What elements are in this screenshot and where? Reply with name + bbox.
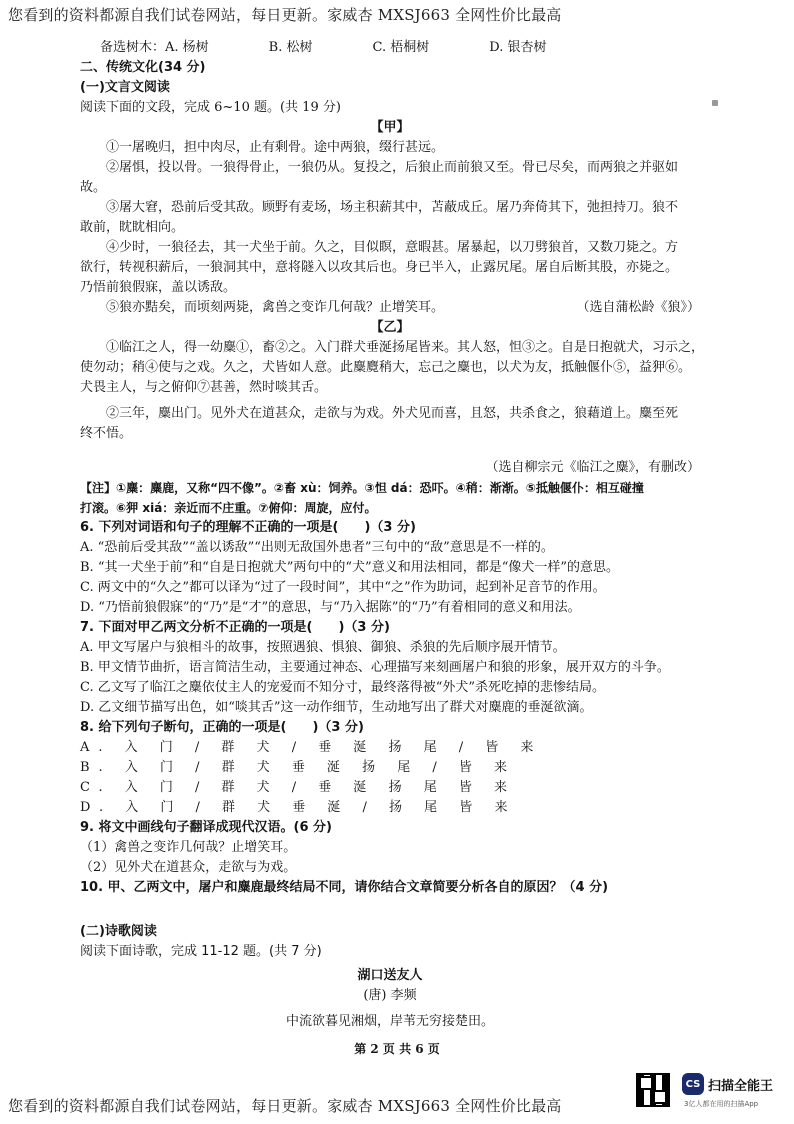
section-2-title: 二、传统文化(34 分) <box>80 60 206 75</box>
jia-paragraph-5 <box>80 298 700 318</box>
notes-line-1: 【注】①麋：麋鹿，又称“四不像”。②畜 xù：饲养。③怛 dá：恐吓。④稍：渐渐。⑤抵触偃仆：相互碰撞 <box>80 481 644 495</box>
question-7-option-b: B. 甲文情节曲折，语言简洁生动，主要通过神态、心理描写来刻画屠户和狼的形象，展开双方的斗争。 <box>80 660 670 675</box>
scan-speck <box>712 100 718 106</box>
notes-line-2: 打滚。⑥狎 xiá：亲近而不庄重。⑦俯仰：周旋，应付。 <box>80 501 377 515</box>
yi-source: （选自柳宗元《临江之麋》，有删改） <box>485 460 700 475</box>
part-2-instruction: 阅读下面诗歌，完成 11-12 题。(共 7 分) <box>80 944 322 959</box>
jia-paragraph-2-cont: 故。 <box>80 180 107 195</box>
question-6-option-d: D. “乃悟前狼假寐”的“乃”是“才”的意思，与“乃入据陈”的“乃”有着相同的意义和用法。 <box>80 600 581 615</box>
question-7-option-c: C. 乙文写了临江之麋依仗主人的宠爱而不知分寸，最终落得被“外犬”杀死吃掉的悲惨结局。 <box>80 680 606 695</box>
question-9-sentence-2: （2）见外犬在道甚众，走欲与为戏。 <box>80 860 297 875</box>
yi-paragraph-1: ①临江之人，得一幼麋①，畜②之。入门群犬垂涎扬尾皆来。其人怒，怛③之。自是日抱就犬，习示之， <box>106 340 705 355</box>
question-6-option-a: A. “恐前后受其敌”“盖以诱敌”“出则无敌国外患者”三句中的“敌”意思是不一样的。 <box>80 540 554 555</box>
tree-option-d: D. 银杏树 <box>489 40 547 55</box>
yi-paragraph-2: ②三年，麋出门。见外犬在道甚众，走欲与为戏。外犬见而喜，且怒，共杀食之，狼藉道上。麋至死 <box>106 406 679 421</box>
camscanner-name: 扫描全能王 <box>708 1079 774 1094</box>
question-7-option-d: D. 乙文细节描写出色，如“啖其舌”这一动作细节，生动地写出了群犬对麋鹿的垂涎欲滴。 <box>80 700 593 715</box>
part-2-title: (二)诗歌阅读 <box>80 924 157 939</box>
tree-option-a: A. 杨树 <box>165 40 209 55</box>
question-7-stem: 7. 下面对甲乙两文分析不正确的一项是( )（3 分) <box>80 620 390 635</box>
page-number: 第 2 页 共 6 页 <box>354 1042 440 1056</box>
jia-paragraph-1: ①一屠晚归，担中肉尽，止有剩骨。途中两狼，缀行甚远。 <box>106 140 445 155</box>
yi-paragraph-2-cont: 终不悟。 <box>80 426 133 441</box>
poem-author: (唐) 李频 <box>363 988 417 1003</box>
yi-paragraph-1-cont2: 犬畏主人，与之俯仰⑦甚善，然时啖其舌。 <box>80 380 328 395</box>
question-7-option-a: A. 甲文写屠户与狼相斗的故事，按照遇狼、惧狼、御狼、杀狼的先后顺序展开情节。 <box>80 640 566 655</box>
question-6-stem: 6. 下列对词语和句子的理解不正确的一项是( )（3 分) <box>80 520 416 535</box>
camscanner-logo: CS <box>682 1073 704 1095</box>
camscanner-tagline: 3亿人都在用的扫描App <box>684 1100 759 1108</box>
jia-paragraph-3-cont: 敢前，眈眈相向。 <box>80 220 185 235</box>
poem-line-1: 中流欲暮见湘烟，岸苇无穷接楚田。 <box>285 1014 494 1029</box>
passage-jia-label: 【甲】 <box>370 120 410 135</box>
qr-code-icon <box>636 1073 670 1107</box>
jia-paragraph-4-cont: 欲行，转视积薪后，一狼洞其中，意将隧入以攻其后也。身已半入，止露尻尾。屠自后断其股，亦毙之。 <box>80 260 679 275</box>
question-8-option-d: D. 入 门 / 群 犬 垂 涎 / 扬 尾 皆 来 <box>80 800 517 815</box>
part-1-instruction: 阅读下面的文段，完成 6~10 题。(共 19 分) <box>80 100 341 115</box>
poem-title: 湖口送友人 <box>357 968 423 983</box>
question-10-stem: 10. 甲、乙两文中，屠户和麋鹿最终结局不同，请你结合文章简要分析各自的原因？（4 分) <box>80 880 609 895</box>
jia-paragraph-2: ②屠惧，投以骨。一狼得骨止，一狼仍从。复投之，后狼止而前狼又至。骨已尽矣，而两狼之并驱如 <box>106 160 679 175</box>
question-8-option-c: C. 入 门 / 群 犬 / 垂 涎 扬 尾 皆 来 <box>80 780 516 795</box>
tree-option-b: B. 松树 <box>268 40 313 55</box>
part-1-title: (一)文言文阅读 <box>80 80 170 95</box>
question-8-option-b: B. 入 门 / 群 犬 垂 涎 扬 尾 / 皆 来 <box>80 760 517 775</box>
jia-source: （选自蒲松龄《狼》） <box>576 300 700 315</box>
tree-options-label: 备选树木： <box>100 40 166 55</box>
question-8-option-a: A. 入 门 / 群 犬 / 垂 涎 扬 尾 / 皆 来 <box>80 740 543 755</box>
question-9-sentence-1: （1）禽兽之变诈几何哉？止增笑耳。 <box>80 840 297 855</box>
jia-paragraph-4-cont2: 乃悟前狼假寐，盖以诱敌。 <box>80 280 237 295</box>
yi-paragraph-1-cont: 使勿动；稍④使与之戏。久之，犬皆如人意。此麋麑稍大，忘己之麋也，以犬为友，抵触偃仆⑤，益狎⑥。 <box>80 360 692 375</box>
watermark-top: 您看到的资料都源自我们试卷网站，每日更新。家威杏 MXSJ663 全网性价比最高 <box>8 6 562 24</box>
tree-options <box>80 38 700 58</box>
jia-paragraph-5-text: ⑤狼亦黠矣，而顷刻两毙，禽兽之变诈几何哉？止增笑耳。 <box>106 300 445 315</box>
exam-page <box>80 30 705 1032</box>
passage-yi-label: 【乙】 <box>370 320 410 335</box>
question-9-stem: 9. 将文中画线句子翻译成现代汉语。(6 分) <box>80 820 332 835</box>
watermark-bottom: 您看到的资料都源自我们试卷网站，每日更新。家威杏 MXSJ663 全网性价比最高 <box>8 1097 562 1115</box>
question-8-stem: 8. 给下列句子断句，正确的一项是( )（3 分) <box>80 720 364 735</box>
question-6-option-b: B. “其一犬坐于前”和“自是日抱就犬”两句中的“犬”意义和用法相同，都是“像犬一样”的意思。 <box>80 560 619 575</box>
jia-paragraph-4: ④少时，一狼径去，其一犬坐于前。久之，目似瞑，意暇甚。屠暴起，以刀劈狼首，又数刀毙之。方 <box>106 240 679 255</box>
question-6-option-c: C. 两文中的“久之”都可以译为“过了一段时间”，其中“之”作为助词，起到补足音节的作用。 <box>80 580 606 595</box>
jia-paragraph-3: ③屠大窘，恐前后受其敌。顾野有麦场，场主积薪其中，苫蔽成丘。屠乃奔倚其下，弛担持刀。狼不 <box>106 200 679 215</box>
tree-option-c: C. 梧桐树 <box>372 40 430 55</box>
